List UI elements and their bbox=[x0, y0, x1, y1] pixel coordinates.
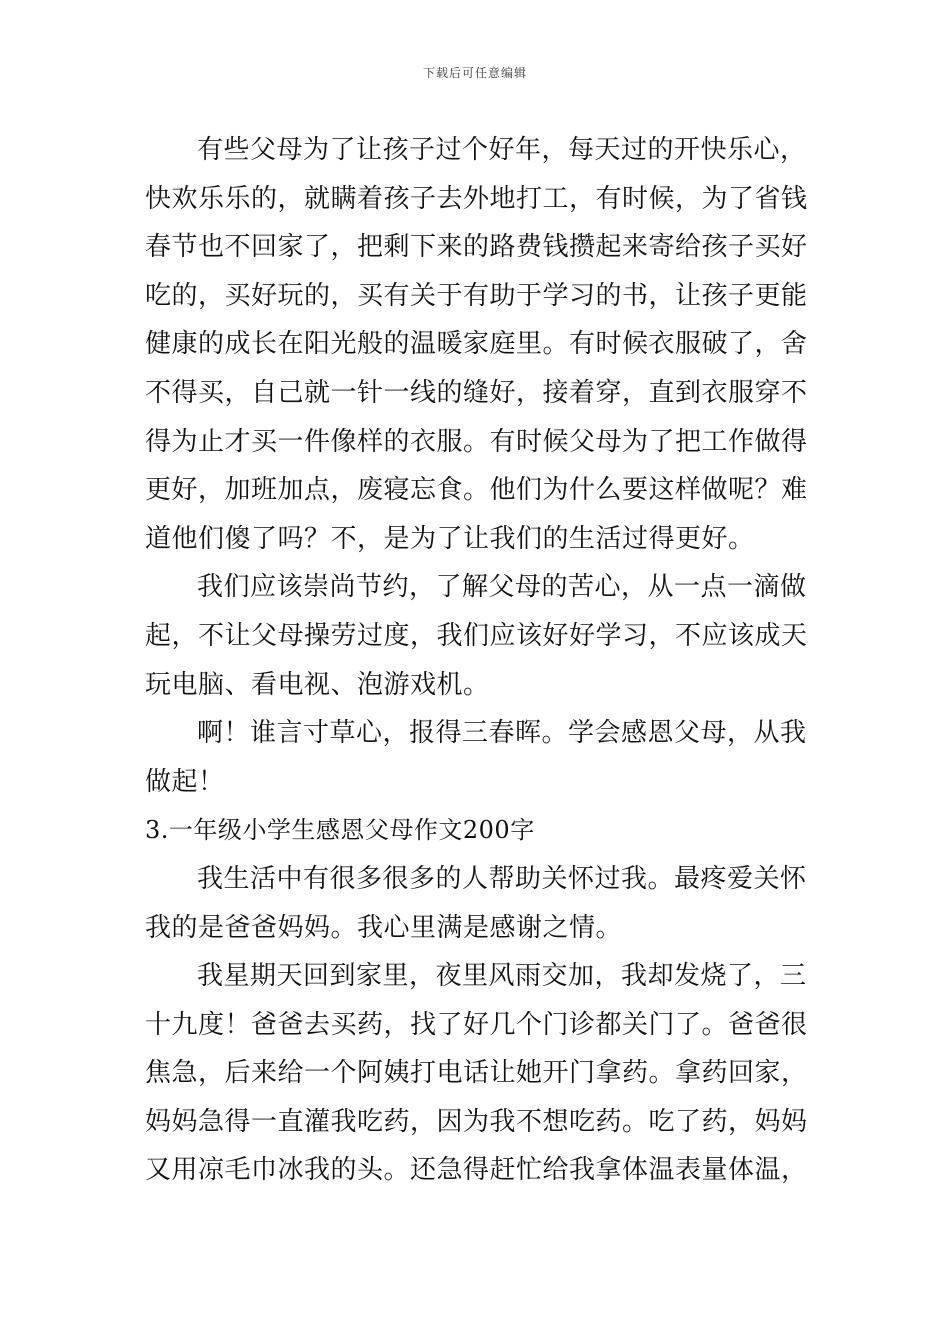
text-line: 我生活中有很多很多的人帮助关怀过我。最疼爱关怀 bbox=[197, 863, 807, 894]
text-line: 玩电脑、看电视、泡游戏机。 bbox=[145, 669, 490, 700]
text-line: 不得买，自己就一针一线的缝好，接着穿，直到衣服穿不 bbox=[145, 377, 808, 408]
text-line: 快欢乐乐的，就瞒着孩子去外地打工，有时候，为了省钱 bbox=[145, 183, 808, 214]
text-line: 有些父母为了让孩子过个好年，每天过的开快乐心， bbox=[197, 135, 807, 165]
text-line: 又用凉毛巾冰我的头。还急得赶忙给我拿体温表量体温， bbox=[145, 1155, 808, 1186]
text-line: 我们应该崇尚节约，了解父母的苦心，从一点一滴做 bbox=[197, 572, 807, 603]
text-line: 妈妈急得一直灌我吃药，因为我不想吃药。吃了药，妈妈 bbox=[145, 1106, 808, 1137]
document-body bbox=[145, 126, 810, 1195]
text-line: 道他们傻了吗？不，是为了让我们的生活过得更好。 bbox=[145, 523, 755, 554]
text-line: 得为止才买一件像样的衣服。有时候父母为了把工作做得 bbox=[145, 426, 808, 457]
text-line: 我的是爸爸妈妈。我心里满是感谢之情。 bbox=[145, 912, 623, 943]
text-line: 吃的，买好玩的，买有关于有助于学习的书，让孩子更能 bbox=[145, 280, 808, 311]
text-line: 焦急，后来给一个阿姨打电话让她开门拿药。拿药回家， bbox=[145, 1058, 808, 1089]
header-note: 下载后可任意编辑 bbox=[422, 66, 527, 80]
text-line: 春节也不回家了，把剩下来的路费钱攒起来寄给孩子买好 bbox=[145, 232, 808, 263]
text-line: 做起！ bbox=[145, 766, 225, 797]
text-line: 更好，加班加点，废寝忘食。他们为什么要这样做呢？难 bbox=[145, 475, 808, 506]
text-line: 十九度！爸爸去买药，找了好几个门诊都关门了。爸爸很 bbox=[145, 1009, 808, 1040]
text-line: 啊！谁言寸草心，报得三春晖。学会感恩父母，从我 bbox=[197, 718, 807, 749]
text-line: 起，不让父母操劳过度，我们应该好好学习，不应该成天 bbox=[145, 620, 808, 651]
text-line: 健康的成长在阳光般的温暖家庭里。有时候衣服破了，舍 bbox=[145, 329, 808, 360]
text-line: 我星期天回到家里，夜里风雨交加，我却发烧了，三 bbox=[197, 961, 807, 992]
section-heading: 3.一年级小学生感恩父母作文200字 bbox=[145, 816, 535, 845]
